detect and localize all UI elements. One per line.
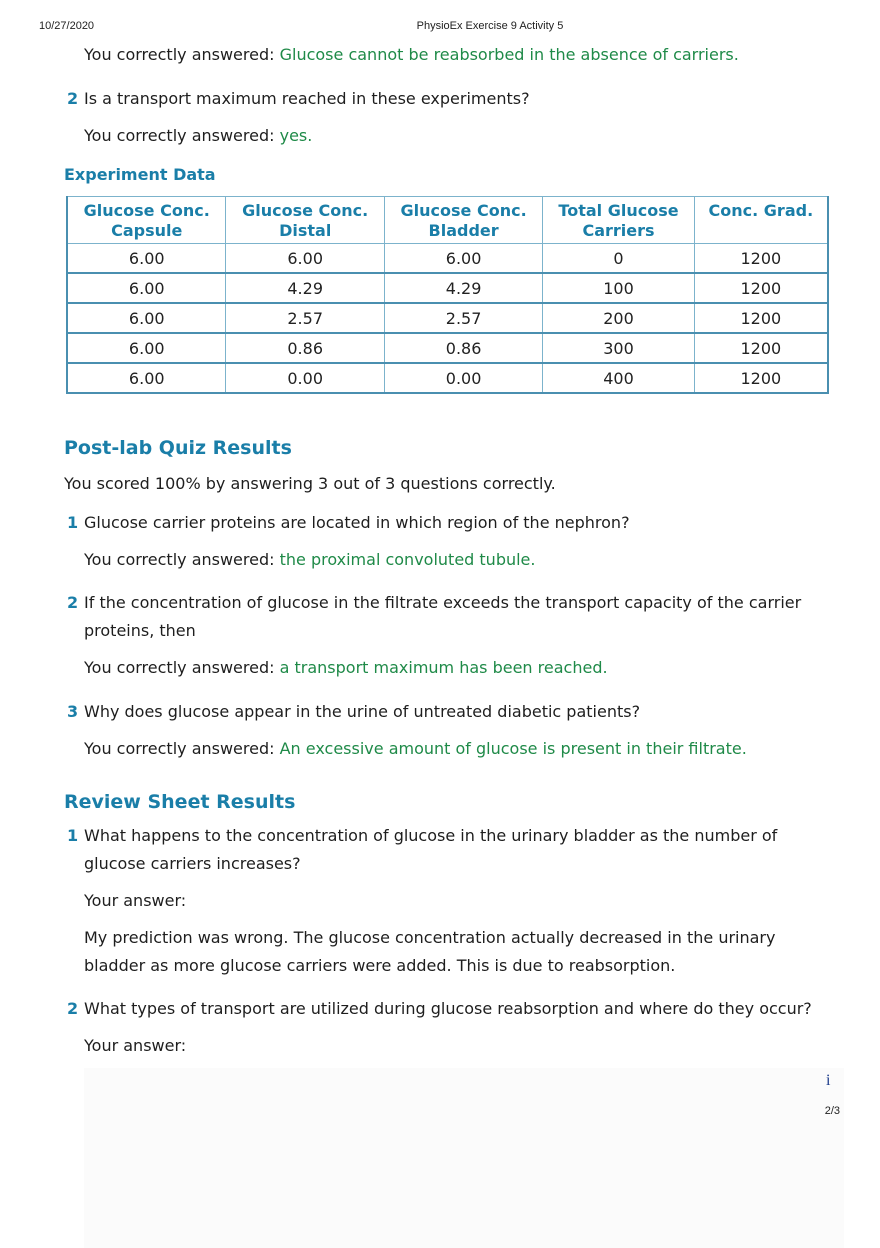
postlab-q1-text: Glucose carrier proteins are located in which region of the nephron? bbox=[84, 513, 630, 532]
review-q1-text: What happens to the concentration of glucose in the urinary bladder as the number of glucose carriers increases? bbox=[84, 826, 778, 873]
postlab-q3-text: Why does glucose appear in the urine of untreated diabetic patients? bbox=[84, 702, 641, 721]
table-cell: 1200 bbox=[694, 363, 828, 393]
table-row bbox=[67, 303, 828, 333]
prelab-q2-text: Is a transport maximum reached in these experiments? bbox=[84, 89, 530, 108]
correct-answer: a transport maximum has been reached. bbox=[279, 658, 608, 677]
table-cell: 400 bbox=[543, 363, 694, 393]
experiment-data-table bbox=[66, 196, 829, 394]
table-cell: 1200 bbox=[694, 333, 828, 363]
print-date: 10/27/2020 bbox=[39, 20, 95, 32]
review-heading: Review Sheet Results bbox=[64, 791, 296, 813]
table-cell: 6.00 bbox=[67, 303, 226, 333]
table-cell: 2.57 bbox=[384, 303, 542, 333]
prelab-q1-answer: You correctly answered: Glucose cannot be reabsorbed in the absence of carriers. bbox=[84, 45, 739, 64]
column-header: Glucose Conc. Capsule bbox=[67, 197, 226, 244]
postlab-q1-answer: You correctly answered: the proximal convoluted tubule. bbox=[84, 550, 536, 569]
table-cell: 4.29 bbox=[226, 273, 384, 303]
table-cell: 0.86 bbox=[384, 333, 542, 363]
table-row bbox=[67, 333, 828, 363]
table-cell: 6.00 bbox=[226, 244, 384, 274]
table-cell: 200 bbox=[543, 303, 694, 333]
table-row bbox=[67, 273, 828, 303]
postlab-score: You scored 100% by answering 3 out of 3 questions correctly. bbox=[64, 474, 556, 493]
question-number: 2 bbox=[67, 593, 79, 612]
postlab-q2-answer: You correctly answered: a transport maximum has been reached. bbox=[84, 658, 608, 677]
question-number: 2 bbox=[67, 999, 79, 1018]
table-cell: 6.00 bbox=[67, 333, 226, 363]
review-q2-text: What types of transport are utilized during glucose reabsorption and where do they occur? bbox=[84, 999, 812, 1018]
review-q1-answer-label: Your answer: bbox=[84, 891, 187, 910]
review-q2-answer bbox=[84, 1068, 844, 1248]
print-title: PhysioEx Exercise 9 Activity 5 bbox=[416, 20, 564, 32]
table-cell: 100 bbox=[543, 273, 694, 303]
review-q2-answer-label: Your answer: bbox=[84, 1036, 187, 1055]
postlab-q3-answer: You correctly answered: An excessive amount of glucose is present in their filtrate. bbox=[84, 739, 747, 758]
question-number: 2 bbox=[67, 89, 79, 108]
correct-answer: yes. bbox=[279, 126, 313, 145]
table-cell: 1200 bbox=[694, 303, 828, 333]
postlab-q2-text: If the concentration of glucose in the filtrate exceeds the transport capacity of the carrier proteins, then bbox=[84, 593, 802, 640]
page-number: 2/3 bbox=[824, 1105, 840, 1117]
table-header-row bbox=[67, 197, 828, 244]
table-cell: 1200 bbox=[694, 244, 828, 274]
correct-answer: the proximal convoluted tubule. bbox=[279, 550, 536, 569]
review-q1-answer: My prediction was wrong. The glucose concentration actually decreased in the urinary bladder as more glucose carriers were added. This is due to reabsorption. bbox=[84, 928, 776, 975]
table-cell: 0 bbox=[543, 244, 694, 274]
correct-answer: An excessive amount of glucose is present in their filtrate. bbox=[279, 739, 747, 758]
table-cell: 0.86 bbox=[226, 333, 384, 363]
table-row bbox=[67, 244, 828, 274]
experiment-data-heading: Experiment Data bbox=[64, 165, 216, 184]
table-cell: 6.00 bbox=[384, 244, 542, 274]
page-header bbox=[0, 20, 880, 36]
column-header: Glucose Conc. Bladder bbox=[384, 197, 542, 244]
table-cell: 4.29 bbox=[384, 273, 542, 303]
table-cell: 6.00 bbox=[67, 273, 226, 303]
question-number: 1 bbox=[67, 513, 79, 532]
column-header: Conc. Grad. bbox=[694, 197, 828, 244]
correct-answer: Glucose cannot be reabsorbed in the absence of carriers. bbox=[279, 45, 739, 64]
column-header: Total Glucose Carriers bbox=[543, 197, 694, 244]
table-cell: 300 bbox=[543, 333, 694, 363]
table-cell: 1200 bbox=[694, 273, 828, 303]
info-icon: i bbox=[826, 1072, 831, 1089]
question-number: 1 bbox=[67, 826, 79, 845]
table-cell: 2.57 bbox=[226, 303, 384, 333]
table-row bbox=[67, 363, 828, 393]
table-cell: 0.00 bbox=[226, 363, 384, 393]
question-number: 3 bbox=[67, 702, 79, 721]
table-cell: 0.00 bbox=[384, 363, 542, 393]
postlab-heading: Post-lab Quiz Results bbox=[64, 437, 292, 459]
prelab-q2-answer: You correctly answered: yes. bbox=[84, 126, 313, 145]
column-header: Glucose Conc. Distal bbox=[226, 197, 384, 244]
table-cell: 6.00 bbox=[67, 244, 226, 274]
table-cell: 6.00 bbox=[67, 363, 226, 393]
